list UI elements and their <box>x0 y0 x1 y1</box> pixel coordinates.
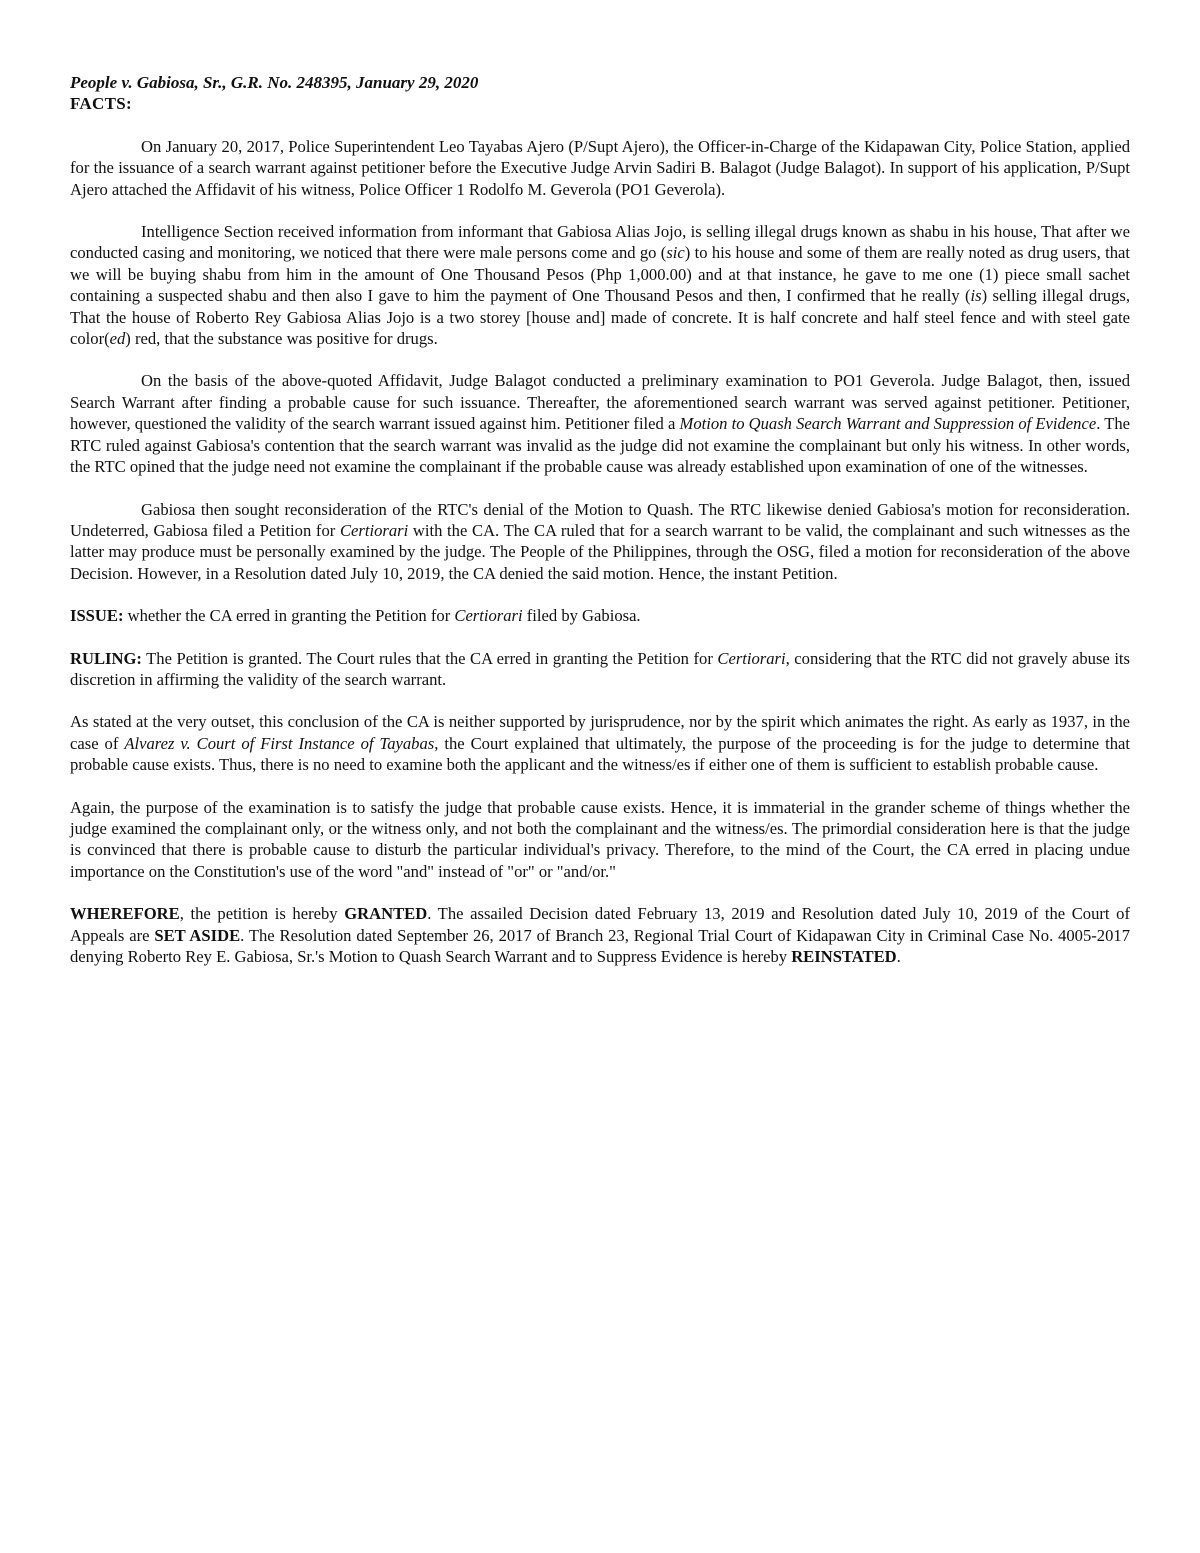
discussion-paragraph-1 <box>70 711 1130 775</box>
wherefore-paragraph <box>70 903 1130 967</box>
italic-segment: Certiorari <box>339 520 409 540</box>
facts-heading: FACTS: <box>70 94 132 114</box>
facts-paragraph-1-text: On January 20, 2017, Police Superintendent Leo Tayabas Ajero (P/Supt Ajero), the Officer-in-Charge of the Kidapawan City, Police Station, applied for the issuance of a search warrant against petitioner before the Executive Judge Arvin Sadiri B. Balagot (Judge Balagot). In support of his application, P/Supt Ajero attached the Affidavit of his witness, Police Officer 1 Rodolfo M. Geverola (PO1 Geverola). <box>70 136 1130 199</box>
text-segment: whether the CA erred in granting the Petition for <box>123 606 455 626</box>
text-segment: filed by Gabiosa. <box>522 606 641 626</box>
bold-segment: SET ASIDE <box>154 925 241 945</box>
text-segment: . The assailed Decision dated February 13, 2019 and Resolution dated July 10, 2019 of the Court of Appeals are <box>70 904 1130 945</box>
text-segment: . <box>896 947 901 966</box>
issue-paragraph <box>70 605 1130 626</box>
text-segment: , the Court explained that ultimately, the purpose of the proceeding is for the judge to determine that probable cause exists. Thus, there is no need to examine both the applicant and the witness/es if either one of them is sufficient to establish probable cause. <box>70 733 1130 775</box>
text-segment: . The RTC ruled against Gabiosa's contention that the search warrant was invalid as the judge did not examine the complainant but only his witness. In other words, the RTC opined that the judge need not examine the complainant if the probable cause was already established upon examination of one of the witnesses. <box>70 414 1130 477</box>
italic-segment: Certiorari <box>454 606 523 626</box>
text-segment: , the petition is hereby <box>179 904 345 924</box>
ruling-label: RULING: <box>70 648 142 668</box>
case-title: People v. Gabiosa, Sr., G.R. No. 248395, January 29, 2020 <box>70 73 479 92</box>
italic-segment: ed <box>109 329 126 349</box>
text-segment: Gabiosa then sought reconsideration of the RTC's denial of the Motion to Quash. The RTC likewise denied Gabiosa's motion for reconsideration. Undeterred, Gabiosa filed a Petition for <box>70 499 1130 540</box>
text-segment: ) selling illegal drugs, That the house of Roberto Rey Gabiosa Alias Jojo is a two storey [house and] made of concrete. It is half concrete and half steel fence and with steel gate color( <box>70 286 1130 349</box>
text-segment: As stated at the very outset, this conclusion of the CA is neither supported by jurisprudence, nor by the spirit which animates the right. As early as 1937, in the case of <box>70 712 1130 753</box>
italic-segment: sic <box>666 243 685 263</box>
bold-segment: REINSTATED <box>791 947 897 966</box>
text-segment: with the CA. The CA ruled that for a search warrant to be valid, the complainant and such witnesses as the latter may produce must be personally examined by the judge. The People of the Philippines, through the OSG, filed a motion for reconsideration of the above Decision. However, in a Resolution dated July 10, 2019, the CA denied the said motion. Hence, the instant Petition. <box>70 520 1131 583</box>
bold-segment: GRANTED <box>344 904 428 924</box>
italic-segment: Alvarez v. Court of First Instance of Tayabas <box>124 733 435 753</box>
text-segment: The Petition is granted. The Court rules that the CA erred in granting the Petition for <box>141 648 718 668</box>
ruling-paragraph <box>70 648 1130 691</box>
italic-segment: Certiorari <box>717 648 786 668</box>
facts-paragraph-3 <box>70 370 1130 477</box>
text-segment: Intelligence Section received information from informant that Gabiosa Alias Jojo, is selling illegal drugs known as shabu in his house, That after we conducted casing and monitoring, we noticed that there were male persons come and go ( <box>70 222 1130 263</box>
italic-segment: is <box>970 286 982 306</box>
facts-paragraph-4 <box>70 499 1130 585</box>
text-segment: ) to his house and some of them are really noted as drug users, that we will be buying shabu from him in the amount of One Thousand Pesos (Php 1,000.00) and at that instance, he gave to me one (1) piece small sachet containing a suspected shabu and then also I gave to him the payment of One Thousand Pesos and then, I confirmed that he really ( <box>70 243 1130 306</box>
italic-segment: Motion to Quash Search Warrant and Suppression of Evidence <box>679 414 1097 434</box>
text-segment: . The Resolution dated September 26, 2017 of Branch 23, Regional Trial Court of Kidapawan City in Criminal Case No. 4005-2017 denying Roberto Rey E. Gabiosa, Sr.'s Motion to Quash Search Warrant and to Suppress Evidence is hereby <box>70 925 1130 966</box>
facts-paragraph-2 <box>70 221 1130 349</box>
text-segment: ) red, that the substance was positive for drugs. <box>125 329 438 349</box>
issue-label: ISSUE: <box>70 606 124 626</box>
document-page <box>70 72 1130 988</box>
facts-paragraph-1 <box>70 136 1130 200</box>
text-segment: On the basis of the above-quoted Affidavit, Judge Balagot conducted a preliminary examination to PO1 Geverola. Judge Balagot, then, issued Search Warrant after finding a probable cause for such issuance. Thereafter, the aforementioned search warrant was served against petitioner. Petitioner, however, questioned the validity of the search warrant issued against him. Petitioner filed a <box>70 371 1130 434</box>
wherefore-label: WHEREFORE <box>70 904 180 924</box>
text-segment: Again, the purpose of the examination is to satisfy the judge that probable cause exists. Hence, it is immaterial in the grander scheme of things whether the judge examined the complainant only, or the witness only, and not both the complainant and the witness/es. The primordial consideration here is that the judge is convinced that there is probable cause to disturb the particular individual's privacy. Therefore, to the mind of the Court, the CA erred in placing undue importance on the Constitution's use of the word "and" instead of "or" or "and/or." <box>70 797 1130 881</box>
discussion-paragraph-2 <box>70 797 1130 883</box>
text-segment: , considering that the RTC did not gravely abuse its discretion in affirming the validity of the search warrant. <box>70 648 1131 689</box>
